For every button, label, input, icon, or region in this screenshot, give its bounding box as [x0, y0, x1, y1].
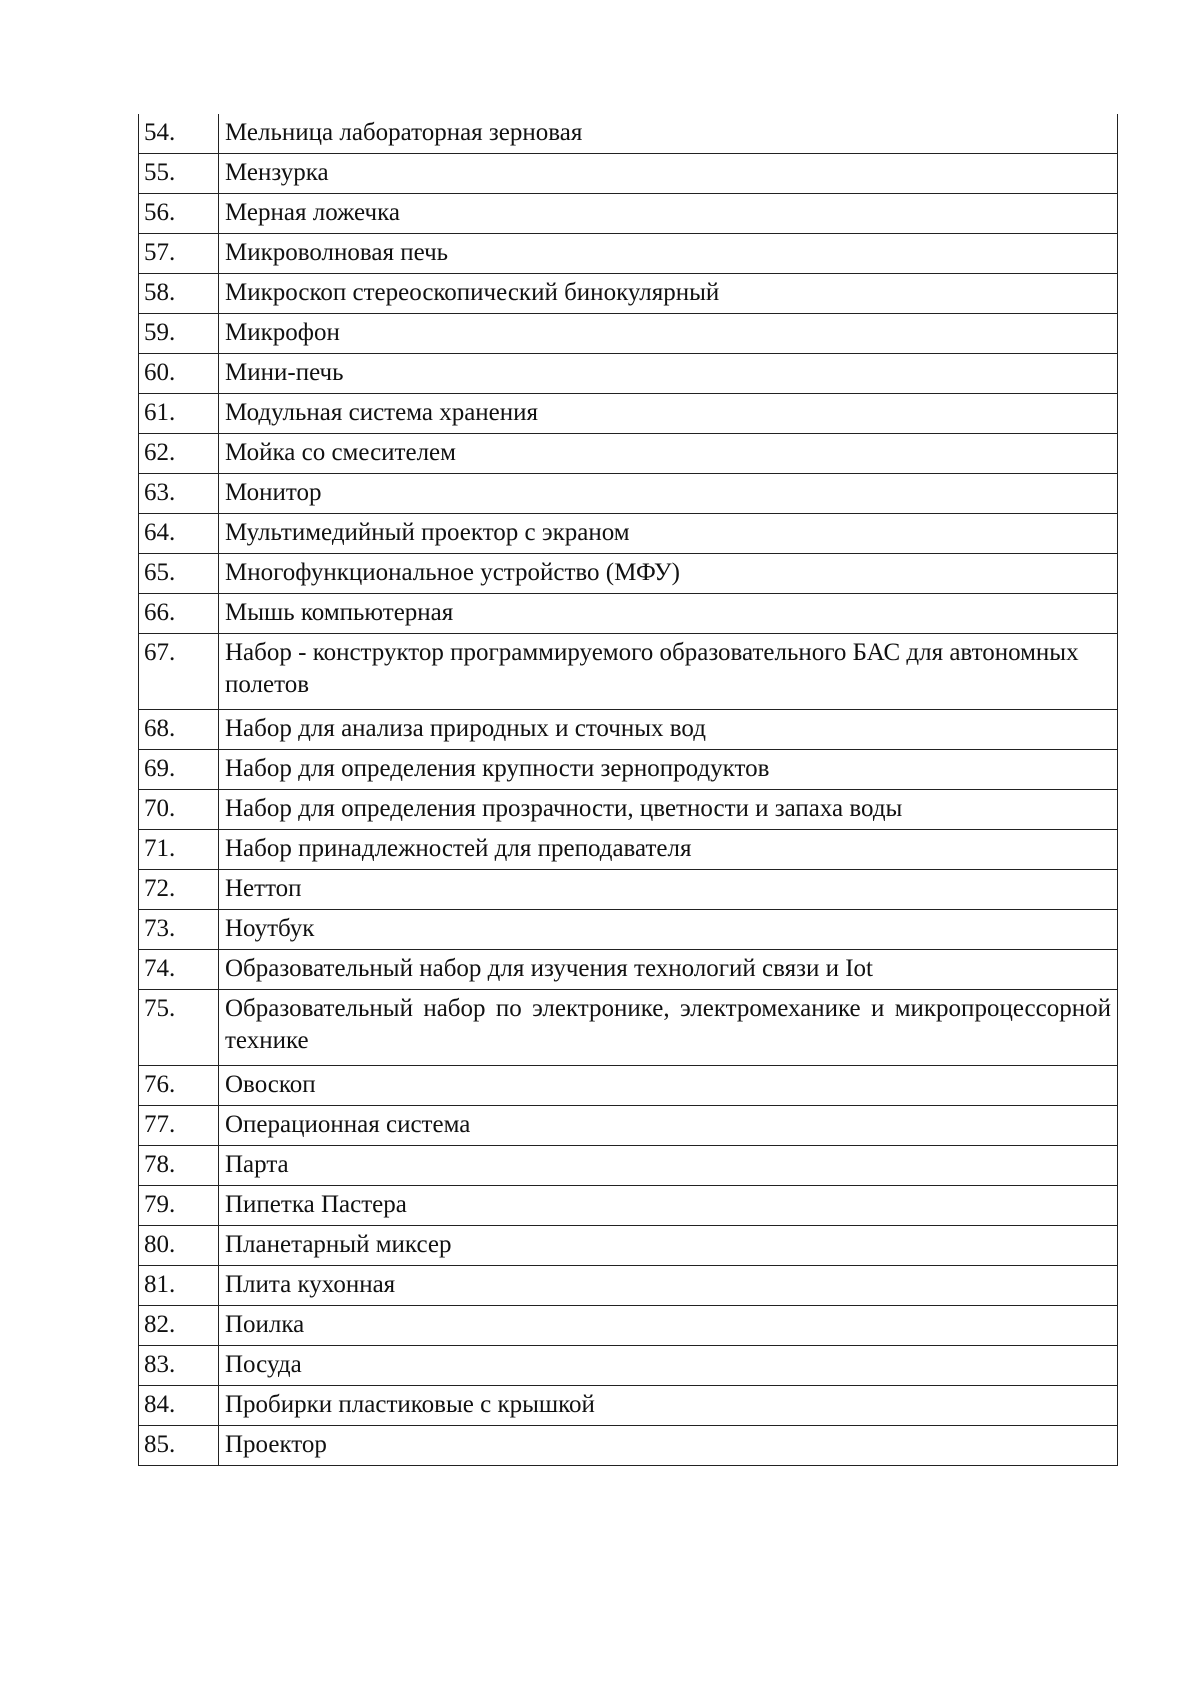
- item-name: Микрофон: [219, 314, 1118, 354]
- equipment-table: [138, 114, 1118, 1466]
- table-row: [139, 554, 1118, 594]
- row-number: 66.: [139, 594, 219, 634]
- item-name: Ноутбук: [219, 910, 1118, 950]
- row-number: 75.: [139, 990, 219, 1066]
- item-name: Пипетка Пастера: [219, 1186, 1118, 1226]
- item-name: Плита кухонная: [219, 1266, 1118, 1306]
- table-row: [139, 1186, 1118, 1226]
- table-row: [139, 750, 1118, 790]
- row-number: 59.: [139, 314, 219, 354]
- table-row: [139, 870, 1118, 910]
- table-row: [139, 1226, 1118, 1266]
- table-row: [139, 154, 1118, 194]
- item-name: Мышь компьютерная: [219, 594, 1118, 634]
- row-number: 55.: [139, 154, 219, 194]
- row-number: 60.: [139, 354, 219, 394]
- table-row: [139, 1266, 1118, 1306]
- table-row: [139, 594, 1118, 634]
- row-number: 78.: [139, 1146, 219, 1186]
- table-row: [139, 1386, 1118, 1426]
- item-name: Посуда: [219, 1346, 1118, 1386]
- item-name: Мойка со смесителем: [219, 434, 1118, 474]
- row-number: 63.: [139, 474, 219, 514]
- item-name: Набор для анализа природных и сточных вод: [219, 710, 1118, 750]
- item-name: Микроскоп стереоскопический бинокулярный: [219, 274, 1118, 314]
- item-name: Набор для определения прозрачности, цветности и запаха воды: [219, 790, 1118, 830]
- row-number: 65.: [139, 554, 219, 594]
- item-name: Мультимедийный проектор с экраном: [219, 514, 1118, 554]
- table-row: [139, 514, 1118, 554]
- table-row: [139, 950, 1118, 990]
- row-number: 69.: [139, 750, 219, 790]
- item-name: Мензурка: [219, 154, 1118, 194]
- table-row: [139, 1146, 1118, 1186]
- table-row: [139, 1066, 1118, 1106]
- row-number: 82.: [139, 1306, 219, 1346]
- table-row: [139, 1306, 1118, 1346]
- item-name: Образовательный набор по электронике, электромеханике и микропроцессорной технике: [219, 990, 1118, 1066]
- table-row: [139, 1106, 1118, 1146]
- table-row: [139, 790, 1118, 830]
- row-number: 64.: [139, 514, 219, 554]
- table-row: [139, 1346, 1118, 1386]
- table-row: [139, 990, 1118, 1066]
- row-number: 57.: [139, 234, 219, 274]
- item-name: Парта: [219, 1146, 1118, 1186]
- row-number: 83.: [139, 1346, 219, 1386]
- row-number: 80.: [139, 1226, 219, 1266]
- table-row: [139, 114, 1118, 154]
- item-name: Пробирки пластиковые с крышкой: [219, 1386, 1118, 1426]
- item-name: Модульная система хранения: [219, 394, 1118, 434]
- row-number: 74.: [139, 950, 219, 990]
- row-number: 85.: [139, 1426, 219, 1466]
- table-row: [139, 910, 1118, 950]
- item-name: Овоскоп: [219, 1066, 1118, 1106]
- table-row: [139, 314, 1118, 354]
- row-number: 77.: [139, 1106, 219, 1146]
- item-name: Монитор: [219, 474, 1118, 514]
- row-number: 73.: [139, 910, 219, 950]
- item-name: Планетарный миксер: [219, 1226, 1118, 1266]
- table-row: [139, 354, 1118, 394]
- row-number: 76.: [139, 1066, 219, 1106]
- table-row: [139, 830, 1118, 870]
- item-name: Неттоп: [219, 870, 1118, 910]
- table-row: [139, 710, 1118, 750]
- table-row: [139, 274, 1118, 314]
- item-name: Поилка: [219, 1306, 1118, 1346]
- table-row: [139, 394, 1118, 434]
- table-row: [139, 434, 1118, 474]
- table-row: [139, 194, 1118, 234]
- row-number: 58.: [139, 274, 219, 314]
- item-name: Набор принадлежностей для преподавателя: [219, 830, 1118, 870]
- row-number: 61.: [139, 394, 219, 434]
- item-name: Многофункциональное устройство (МФУ): [219, 554, 1118, 594]
- item-name: Мини-печь: [219, 354, 1118, 394]
- item-name: Мерная ложечка: [219, 194, 1118, 234]
- row-number: 81.: [139, 1266, 219, 1306]
- row-number: 71.: [139, 830, 219, 870]
- table-row: [139, 234, 1118, 274]
- item-name: Мельница лабораторная зерновая: [219, 114, 1118, 154]
- item-name: Образовательный набор для изучения технологий связи и Iot: [219, 950, 1118, 990]
- table-row: [139, 1426, 1118, 1466]
- row-number: 56.: [139, 194, 219, 234]
- item-name: Набор - конструктор программируемого образовательного БАС для автономных полетов: [219, 634, 1118, 710]
- table-row: [139, 474, 1118, 514]
- row-number: 54.: [139, 114, 219, 154]
- table-row: [139, 634, 1118, 710]
- row-number: 84.: [139, 1386, 219, 1426]
- item-name: Микроволновая печь: [219, 234, 1118, 274]
- item-name: Операционная система: [219, 1106, 1118, 1146]
- row-number: 67.: [139, 634, 219, 710]
- row-number: 72.: [139, 870, 219, 910]
- row-number: 62.: [139, 434, 219, 474]
- row-number: 70.: [139, 790, 219, 830]
- item-name: Набор для определения крупности зернопродуктов: [219, 750, 1118, 790]
- item-name: Проектор: [219, 1426, 1118, 1466]
- row-number: 79.: [139, 1186, 219, 1226]
- row-number: 68.: [139, 710, 219, 750]
